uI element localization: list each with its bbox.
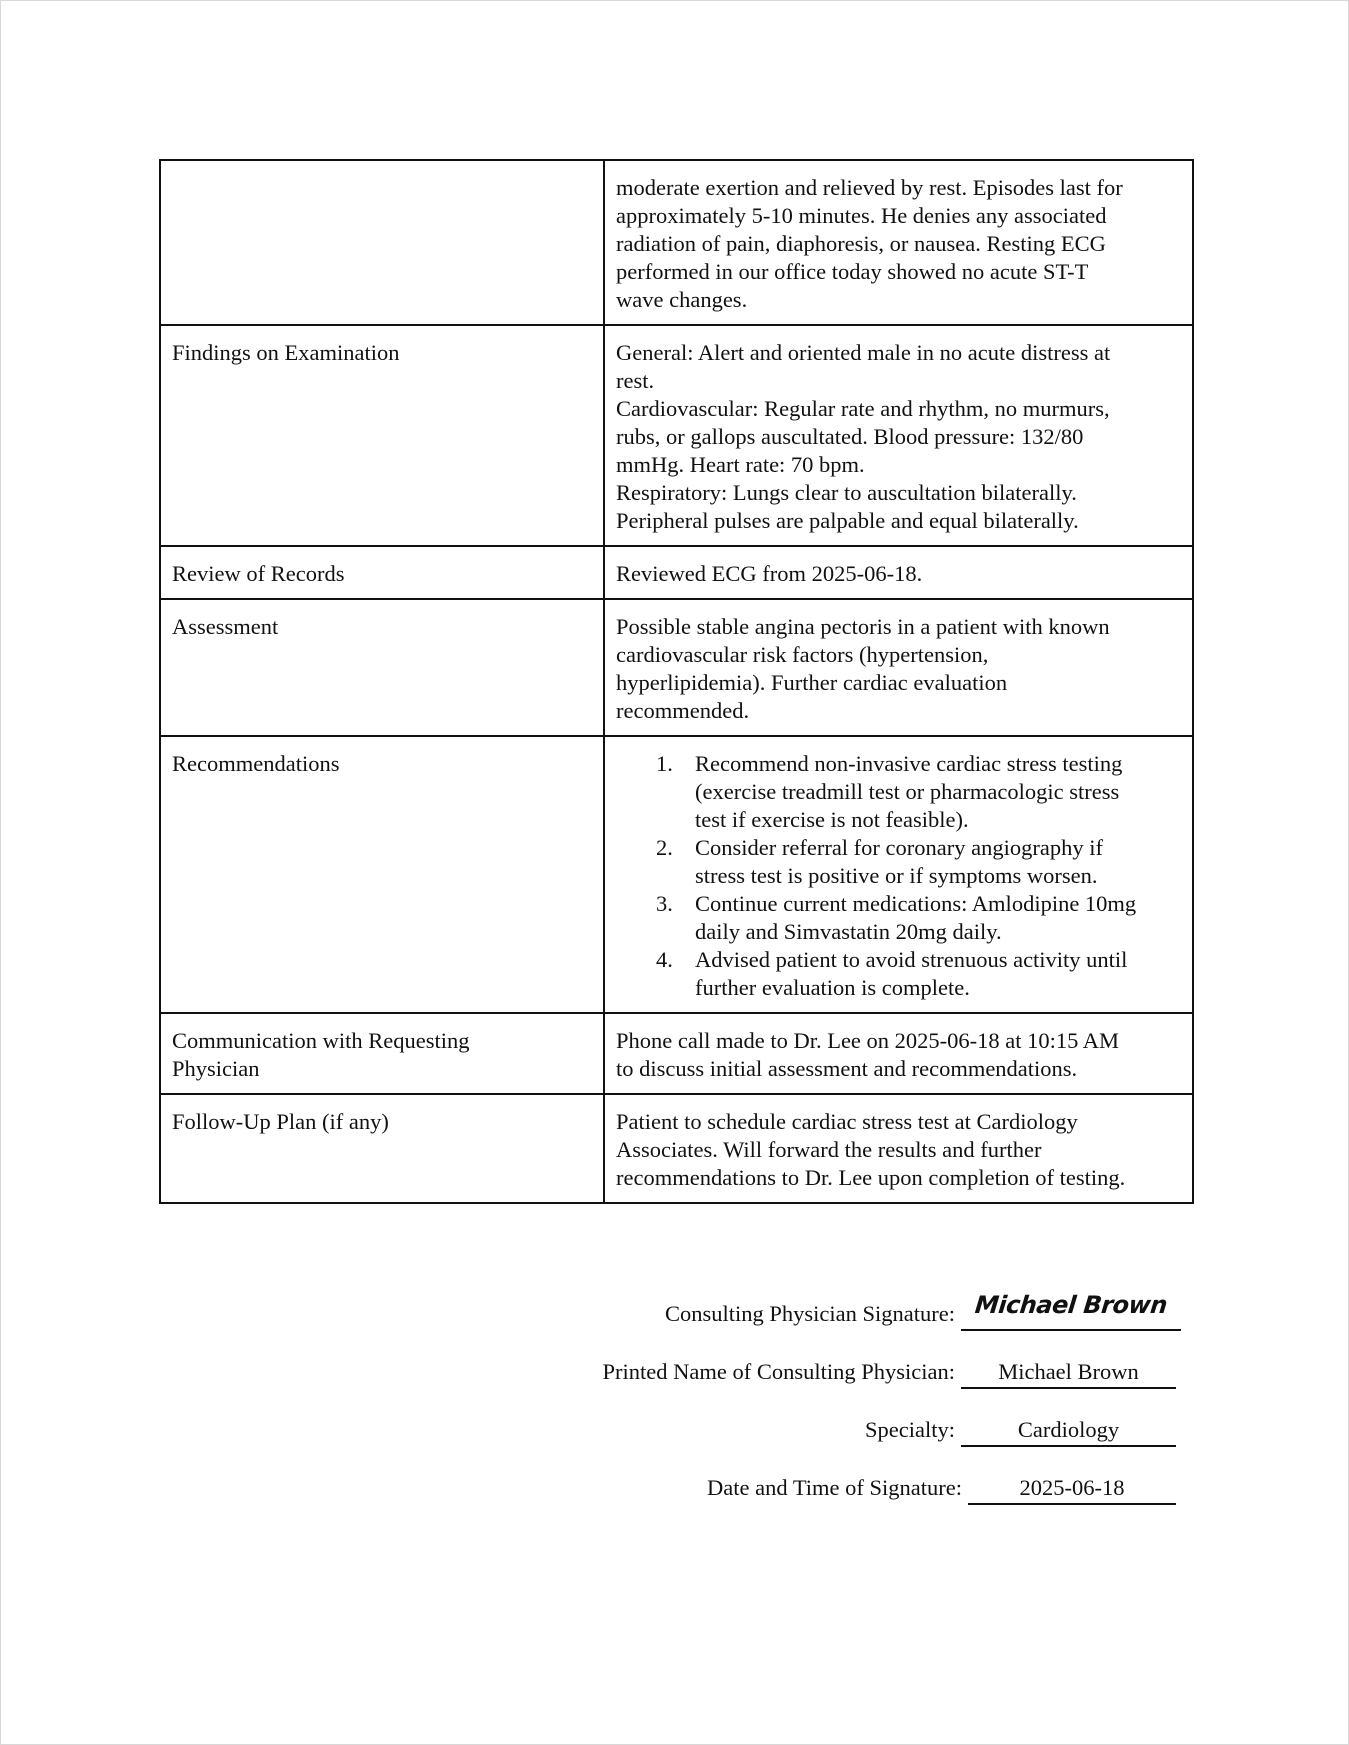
table-row-history-continued [160, 160, 1193, 325]
recommendations-list [616, 750, 1181, 1002]
signature-field [961, 1291, 1181, 1331]
follow-up-plan-label: Follow-Up Plan (if any) [160, 1094, 604, 1203]
review-of-records-value: Reviewed ECG from 2025-06-18. [604, 546, 1193, 599]
table-row-assessment [160, 599, 1193, 736]
table-row-communication [160, 1013, 1193, 1094]
follow-up-plan-value: Patient to schedule cardiac stress test at Cardiology Associates. Will forward the results and further recommendations to Dr. Lee upon completion of testing. [604, 1094, 1193, 1203]
specialty-value: Cardiology [961, 1417, 1176, 1447]
signature-label: Consulting Physician Signature: [665, 1301, 955, 1326]
review-of-records-label: Review of Records [160, 546, 604, 599]
list-item: 2. Consider referral for coronary angiography if stress test is positive or if symptoms worsen. [656, 835, 1103, 888]
recommendations-value [604, 736, 1193, 1013]
printed-name-label: Printed Name of Consulting Physician: [602, 1359, 955, 1384]
specialty-label: Specialty: [865, 1417, 955, 1442]
consultation-report-table [159, 159, 1194, 1204]
table-row-review-of-records [160, 546, 1193, 599]
assessment-value: Possible stable angina pectoris in a patient with known cardiovascular risk factors (hypertension, hyperlipidemia). Further cardiac evaluation recommended. [604, 599, 1193, 736]
signature-date-row [501, 1475, 1191, 1503]
signature-date-label: Date and Time of Signature: [707, 1475, 962, 1500]
signature-row [501, 1291, 1191, 1329]
table-row-recommendations [160, 736, 1193, 1013]
findings-label: Findings on Examination [160, 325, 604, 546]
signature-block [501, 1291, 1191, 1533]
assessment-label: Assessment [160, 599, 604, 736]
findings-value: General: Alert and oriented male in no acute distress at rest. Cardiovascular: Regular rate and rhythm, no murmurs, rubs, or gallops auscultated. Blood pressure: 132/80 mmHg. Heart rate: 70 bpm. Respiratory: Lungs clear to auscultation bilaterally. Peripheral pulses are palpable and equal bilaterally. [604, 325, 1193, 546]
communication-value: Phone call made to Dr. Lee on 2025-06-18 at 10:15 AM to discuss initial assessment and recommendations. [604, 1013, 1193, 1094]
recommendations-label: Recommendations [160, 736, 604, 1013]
list-item: 4. Advised patient to avoid strenuous activity until further evaluation is complete. [656, 947, 1128, 1000]
table-row-findings [160, 325, 1193, 546]
printed-name-row [501, 1359, 1191, 1387]
table-row-follow-up-plan [160, 1094, 1193, 1203]
history-continued-value: moderate exertion and relieved by rest. Episodes last for approximately 5-10 minutes. He denies any associated radiation of pain, diaphoresis, or nausea. Resting ECG performed in our office today showed no acute ST-T wave changes. [604, 160, 1193, 325]
handwritten-signature: Michael Brown [973, 1291, 1169, 1319]
communication-label: Communication with Requesting Physician [160, 1013, 604, 1094]
list-item: 1. Recommend non-invasive cardiac stress testing (exercise treadmill test or pharmacologic stress test if exercise is not feasible). [656, 751, 1123, 832]
printed-name-value: Michael Brown [961, 1359, 1176, 1389]
specialty-row [501, 1417, 1191, 1445]
signature-date-value: 2025-06-18 [968, 1475, 1176, 1505]
row-label [160, 160, 604, 325]
list-item: 3. Continue current medications: Amlodipine 10mg daily and Simvastatin 20mg daily. [656, 891, 1137, 944]
